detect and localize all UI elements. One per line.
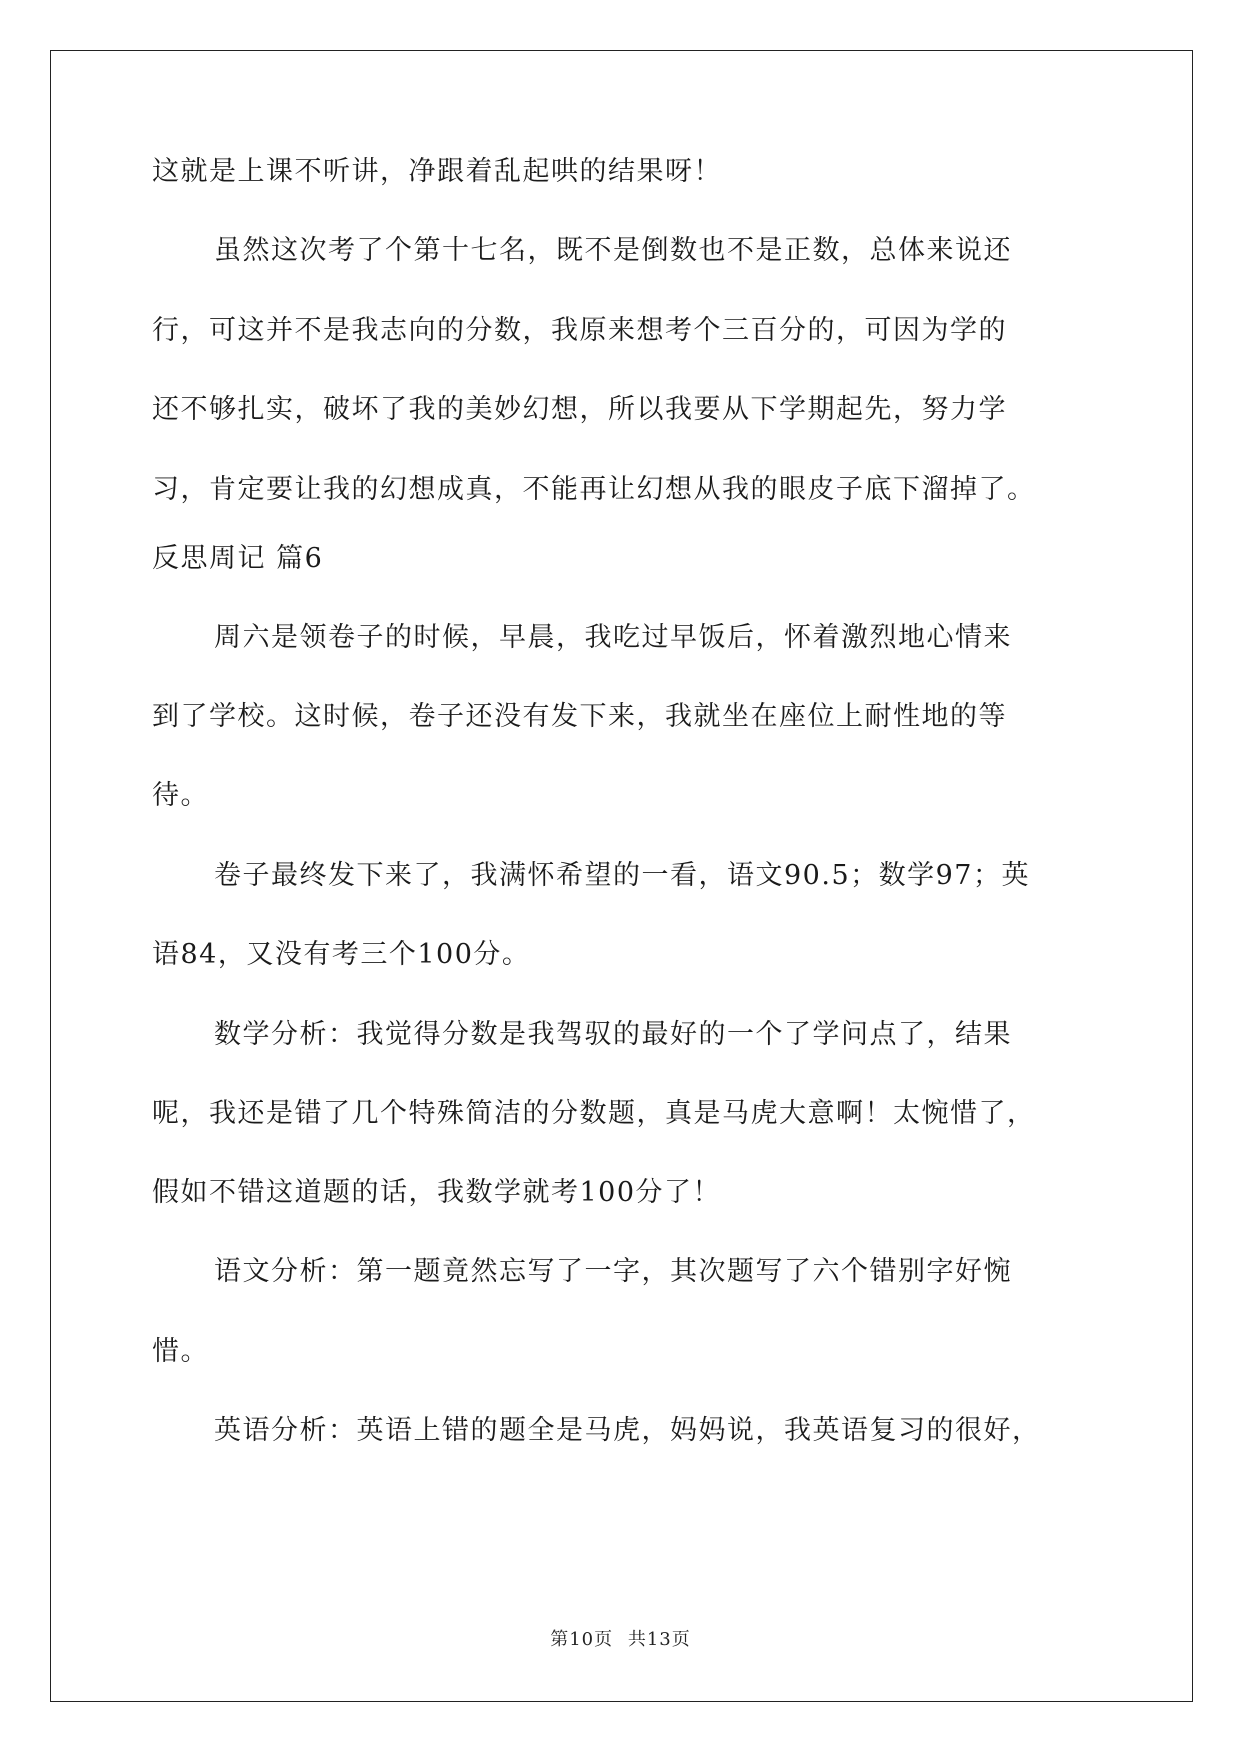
text-line: 英语分析：英语上错的题全是马虎，妈妈说，我英语复习的很好， xyxy=(214,1415,1041,1446)
text-line: 习，肯定要让我的幻想成真，不能再让幻想从我的眼皮子底下溜掉了。 xyxy=(152,474,1036,505)
text-line: 语84，又没有考三个100分。 xyxy=(152,939,531,970)
section-heading: 反思周记 篇6 xyxy=(152,543,324,574)
text-line: 卷子最终发下来了，我满怀希望的一看，语文90.5；数学97；英 xyxy=(214,860,1030,891)
text-line: 到了学校。这时候，卷子还没有发下来，我就坐在座位上耐性地的等 xyxy=(152,701,1007,732)
text-line: 周六是领卷子的时候，早晨，我吃过早饭后，怀着激烈地心情来 xyxy=(214,622,1012,653)
text-line: 虽然这次考了个第十七名，既不是倒数也不是正数，总体来说还 xyxy=(214,235,1012,266)
text-line: 行，可这并不是我志向的分数，我原来想考个三百分的，可因为学的 xyxy=(152,315,1007,346)
text-line: 呢，我还是错了几个特殊简洁的分数题，真是马虎大意啊！太惋惜了， xyxy=(152,1098,1036,1129)
text-line: 假如不错这道题的话，我数学就考100分了！ xyxy=(152,1177,722,1208)
text-line: 语文分析：第一题竟然忘写了一字，其次题写了六个错别字好惋 xyxy=(214,1256,1012,1287)
text-line: 这就是上课不听讲，净跟着乱起哄的结果呀！ xyxy=(152,156,722,187)
text-line: 数学分析：我觉得分数是我驾驭的最好的一个了学问点了，结果 xyxy=(214,1019,1012,1050)
page-footer xyxy=(0,1625,1241,1651)
text-line: 惜。 xyxy=(152,1336,209,1367)
page-number-total: 共13页 xyxy=(627,1629,691,1650)
text-line: 待。 xyxy=(152,780,209,811)
text-line: 还不够扎实，破坏了我的美妙幻想，所以我要从下学期起先，努力学 xyxy=(152,394,1007,425)
page-number-current: 第10页 xyxy=(550,1629,614,1650)
